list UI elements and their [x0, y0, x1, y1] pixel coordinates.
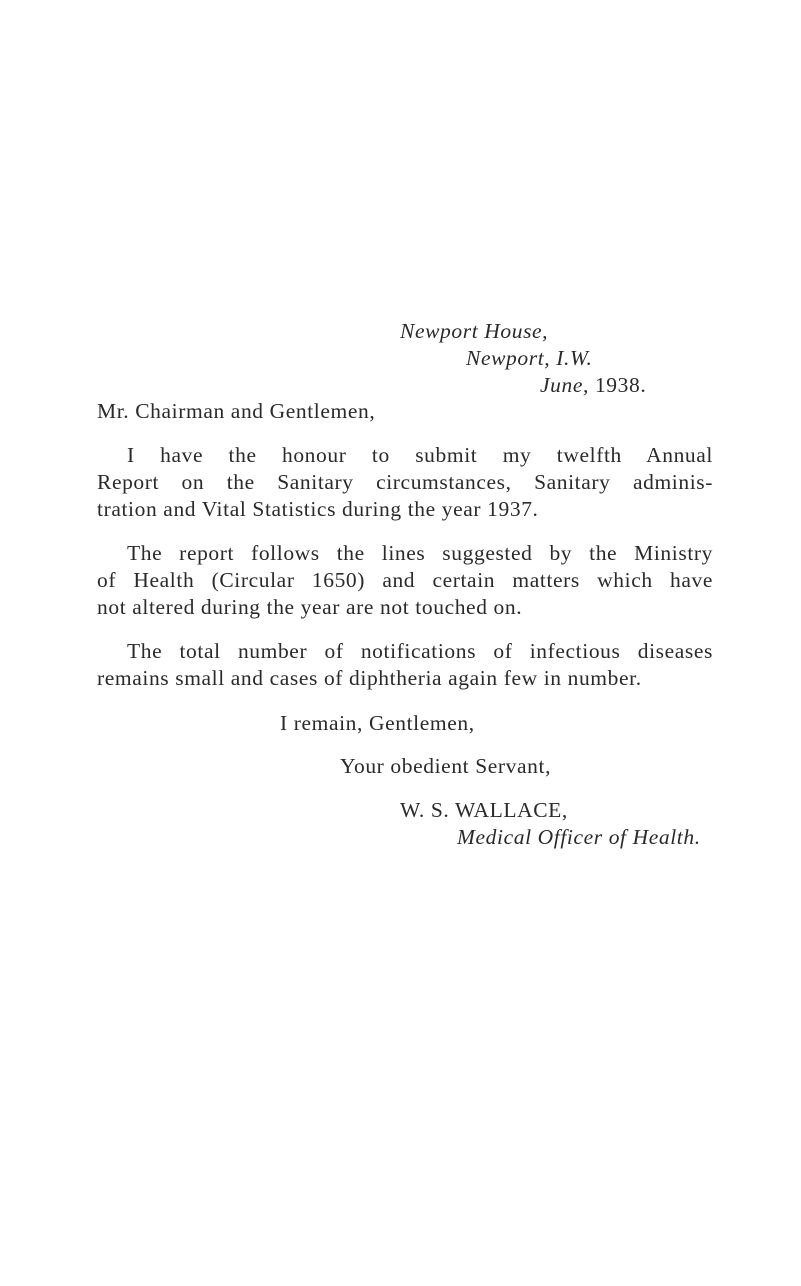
signature-name: W. S. WALLACE,: [400, 798, 568, 822]
address-town: Newport, I.W.: [466, 346, 593, 370]
paragraph-1-line-2: Report on the Sanitary circumstances, Sanitary adminis-: [97, 470, 713, 494]
paragraph-3-line-2: remains small and cases of diphtheria again few in number.: [97, 666, 642, 690]
salutation: Mr. Chairman and Gentlemen,: [97, 399, 376, 423]
address-date: [540, 372, 646, 399]
closing-servant: Your obedient Servant,: [340, 754, 552, 778]
address-month: June,: [540, 373, 589, 397]
signature-title: Medical Officer of Health.: [457, 825, 701, 849]
paragraph-3-line-1: The total number of notifications of infectious diseases: [127, 639, 713, 663]
address-year: 1938.: [594, 373, 647, 397]
paragraph-1-line-3: tration and Vital Statistics during the year 1937.: [97, 497, 539, 521]
paragraph-2-line-2: of Health (Circular 1650) and certain matters which have: [97, 568, 713, 592]
closing-remain: I remain, Gentlemen,: [280, 711, 475, 735]
paragraph-2-line-3: not altered during the year are not touched on.: [97, 595, 523, 619]
address-house: Newport House,: [400, 319, 549, 343]
paragraph-2-line-1: The report follows the lines suggested by the Ministry: [127, 541, 713, 565]
paragraph-1-line-1: I have the honour to submit my twelfth Annual: [127, 443, 713, 467]
